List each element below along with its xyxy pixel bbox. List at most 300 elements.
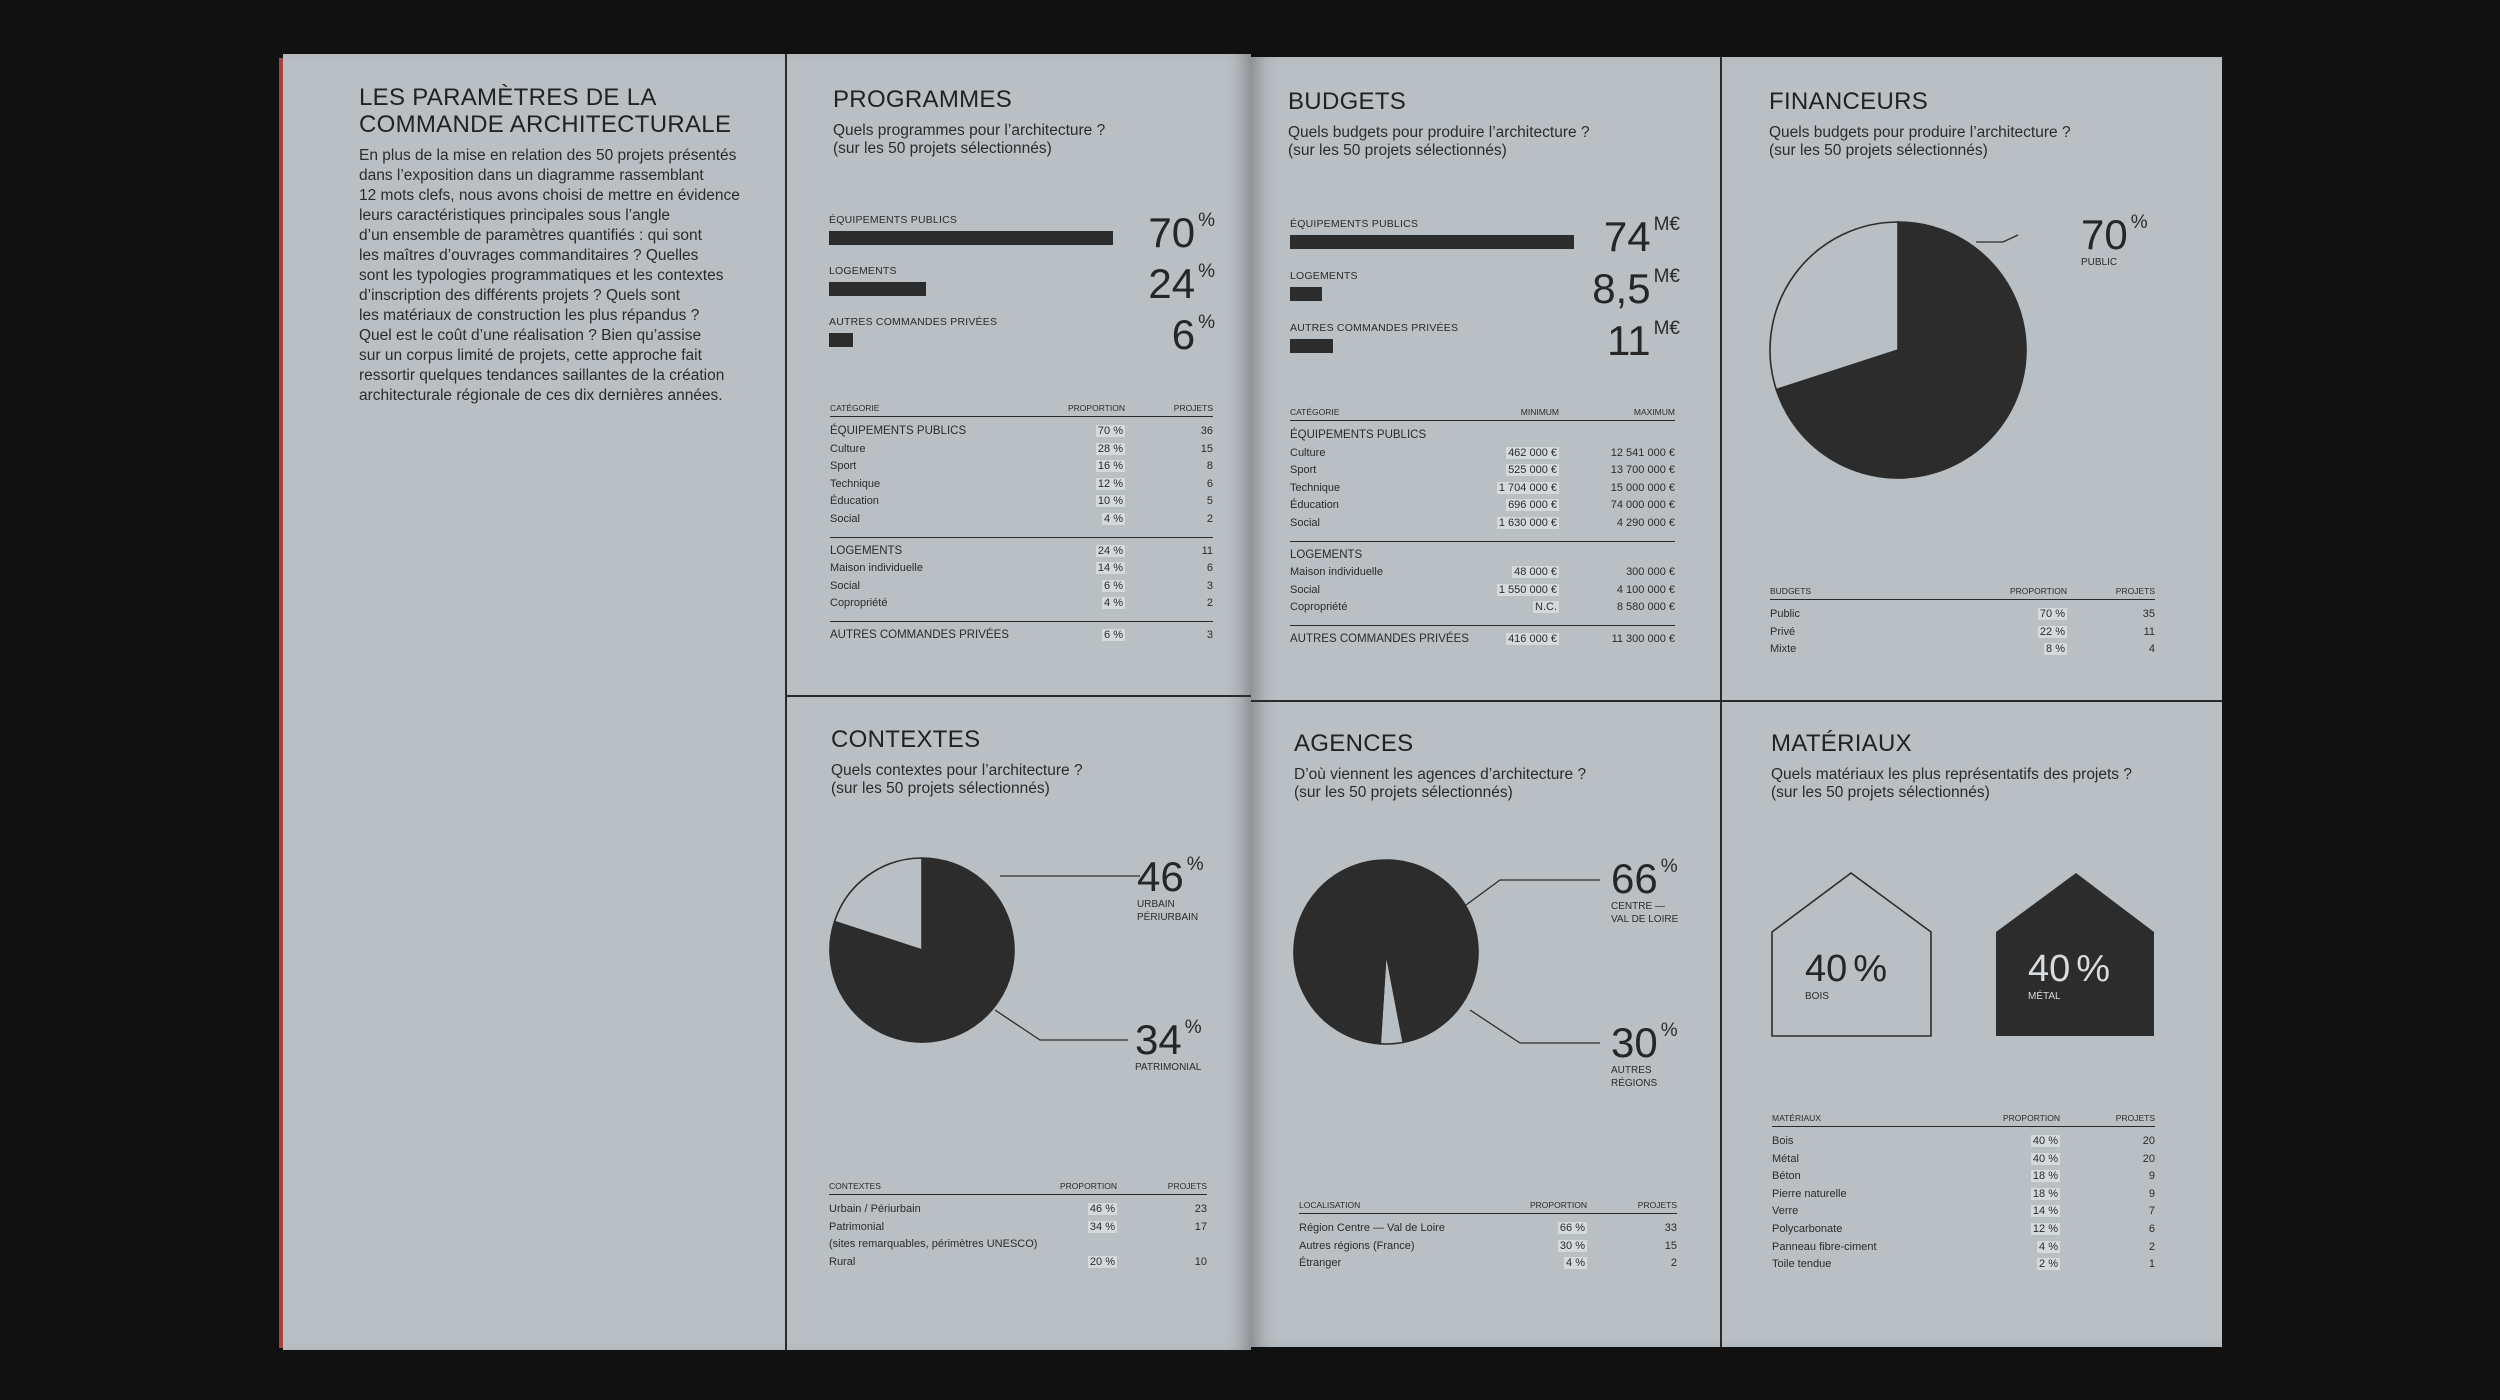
programmes-cell-text: 28 % [1097, 442, 1123, 455]
budgets-cell-label: Sport [1290, 464, 1317, 477]
financeurs-header-cell: PROPORTION [2010, 586, 2067, 596]
financeurs-cell-label: Public [1770, 608, 1800, 620]
programmes-bar-number: 6 [1171, 311, 1196, 358]
budgets-cell-count: 8 580 000 € [1616, 601, 1675, 614]
materiaux-cell-label: Pierre naturelle [1772, 1187, 1847, 1200]
budgets-header-cell: CATÉGORIE [1290, 407, 1340, 417]
materiaux-house-1-label [1805, 948, 1887, 1003]
materiaux-table-row [1772, 1203, 2155, 1221]
materiaux-cell-value [2037, 1256, 2060, 1274]
agences-callout-2-label: AUTRES [1611, 1065, 1652, 1076]
contextes-cell-label: (sites remarquables, périmètres UNESCO) [829, 1238, 1038, 1251]
materiaux-table-row [1772, 1151, 2155, 1169]
intro-paragraph-line: Quel est le coût d’une réalisation ? Bien qu’assise [359, 327, 702, 344]
budgets-cell-text: 696 000 € [1508, 499, 1557, 512]
programmes-table-row [830, 595, 1213, 613]
house-1-value: 40 [1805, 948, 1848, 990]
divider-right-horizontal [1251, 700, 2222, 702]
budgets-cell-count: 15 000 000 € [1610, 481, 1675, 494]
materiaux-cell-label: Toile tendue [1772, 1258, 1832, 1271]
question-line: (sur les 50 projets sélectionnés) [833, 140, 1052, 157]
contextes-cell-label: Patrimonial [829, 1220, 885, 1233]
agences-callout-1-label: CENTRE — [1611, 901, 1665, 912]
financeurs-cell-text: 70 % [2039, 608, 2065, 620]
intro-title-line: COMMANDE ARCHITECTURALE [359, 111, 732, 138]
budgets-cell-value [1506, 462, 1559, 480]
contextes-cell-text: 20 % [1089, 1255, 1115, 1268]
agences-callout-2-unit: % [1660, 1020, 1678, 1041]
agences-pie-chart [1280, 840, 1630, 1090]
house-2-material: MÉTAL [2028, 991, 2061, 1002]
contextes-cell-text: 34 % [1089, 1220, 1115, 1233]
budgets-question [1288, 124, 1590, 160]
contextes-question [831, 762, 1083, 798]
budgets-cell-text: 1 630 000 € [1498, 516, 1557, 529]
budgets-cell-value [1512, 564, 1559, 582]
contextes-cell-count: 23 [1194, 1203, 1207, 1215]
programmes-cell-text: 10 % [1097, 495, 1123, 508]
financeurs-header-cell: BUDGETS [1770, 586, 1812, 596]
materiaux-cell-count: 20 [2142, 1152, 2155, 1165]
programmes-bar-value [1148, 260, 1215, 307]
agences-callout-1-value: 66 [1611, 855, 1658, 902]
agences-table [1299, 1197, 1677, 1273]
budgets-cell-label: Social [1290, 583, 1320, 596]
programmes-cell-label: Social [830, 579, 860, 592]
budgets-table-row [1290, 582, 1675, 600]
budgets-cell-value [1506, 631, 1559, 649]
materiaux-table-row [1772, 1168, 2155, 1186]
materiaux-cell-count: 9 [2148, 1170, 2155, 1183]
question-line: (sur les 50 projets sélectionnés) [1288, 142, 1507, 159]
financeurs-table-row [1770, 641, 2155, 659]
materiaux-cell-text: 40 % [2032, 1152, 2058, 1165]
financeurs-cell-text: 22 % [2039, 625, 2065, 638]
intro-paragraph-line: d’un ensemble de paramètres quantifiés : qui sont [359, 227, 702, 244]
budgets-cell-label: Social [1290, 516, 1320, 529]
materiaux-cell-count: 9 [2148, 1187, 2155, 1200]
contextes-table [829, 1178, 1207, 1271]
budgets-table-row [1290, 625, 1675, 649]
programmes-header-cell: PROJETS [1173, 403, 1213, 413]
budgets-cell-count: 13 700 000 € [1610, 464, 1675, 477]
materiaux-cell-count: 2 [2148, 1240, 2155, 1253]
programmes-cell-label: Maison individuelle [830, 562, 923, 575]
house-1-material: BOIS [1805, 991, 1829, 1002]
financeurs-cell-label: Mixte [1770, 643, 1797, 656]
programmes-bar-unit: % [1198, 261, 1215, 282]
agences-header-cell: LOCALISATION [1299, 1200, 1361, 1210]
financeurs-cell-count: 4 [2148, 643, 2155, 656]
budgets-table [1290, 404, 1675, 649]
agences-cell-value [1558, 1220, 1587, 1238]
programmes-table-header [830, 400, 1213, 417]
programmes-bar-label: LOGEMENTS [829, 265, 897, 277]
budgets-cell-label: Copropriété [1290, 601, 1348, 614]
materiaux-table-row [1772, 1256, 2155, 1274]
budgets-cell-value [1497, 515, 1559, 533]
financeurs-cell-label: Privé [1770, 625, 1796, 638]
financeurs-callout [2081, 211, 2148, 269]
programmes-bar [829, 231, 1113, 245]
programmes-cell-value [1096, 493, 1125, 511]
budgets-cell-count: 4 290 000 € [1616, 516, 1675, 529]
materiaux-table-row [1772, 1133, 2155, 1151]
programmes-question [833, 122, 1105, 158]
programmes-table-row [830, 621, 1213, 645]
programmes-table-row [830, 578, 1213, 596]
budgets-cell-label: Maison individuelle [1290, 566, 1383, 579]
budgets-bar [1290, 339, 1333, 353]
materiaux-cell-value [2037, 1239, 2060, 1257]
programmes-cell-value [1096, 441, 1125, 459]
budgets-cell-value [1506, 497, 1559, 515]
budgets-table-row [1290, 445, 1675, 463]
programmes-cell-text: 6 % [1104, 579, 1123, 592]
programmes-cell-count: 11 [1201, 544, 1213, 557]
budgets-bar-number: 11 [1606, 317, 1651, 364]
contextes-cell-label: Urbain / Périurbain [829, 1203, 921, 1215]
intro-paragraph-line: ressortir quelques tendances saillantes de la création [359, 367, 725, 384]
materiaux-cell-text: 18 % [2032, 1170, 2058, 1183]
materiaux-cell-text: 4 % [2039, 1240, 2058, 1253]
budgets-bar-value [1592, 265, 1680, 312]
materiaux-table-row [1772, 1186, 2155, 1204]
materiaux-cell-count: 6 [2148, 1222, 2155, 1235]
question-line: (sur les 50 projets sélectionnés) [1771, 784, 1990, 801]
intro-title [359, 84, 731, 138]
question-line: D’où viennent les agences d’architecture ? [1294, 766, 1587, 783]
materiaux-table [1772, 1110, 2155, 1274]
contextes-callout-2-value: 34 [1135, 1016, 1182, 1063]
financeurs-table-header [1770, 583, 2155, 600]
agences-table-row [1299, 1238, 1677, 1256]
programmes-cell-count: 6 [1206, 477, 1213, 490]
programmes-cell-label: ÉQUIPEMENTS PUBLICS [830, 425, 967, 437]
agences-cell-text: 30 % [1559, 1239, 1585, 1252]
programmes-cell-label: Sport [830, 460, 857, 473]
contextes-header-cell: PROPORTION [1060, 1181, 1117, 1191]
programmes-table-row [830, 537, 1213, 561]
agences-cell-count: 15 [1664, 1239, 1677, 1252]
budgets-cell-text: 48 000 € [1514, 566, 1557, 579]
budgets-bar [1290, 235, 1574, 249]
question-line: (sur les 50 projets sélectionnés) [831, 780, 1050, 797]
programmes-table-row [830, 441, 1213, 459]
programmes-cell-count: 2 [1206, 512, 1213, 525]
contextes-table-row [829, 1219, 1207, 1237]
budgets-table-row [1290, 564, 1675, 582]
budgets-cell-text: N.C. [1535, 601, 1557, 614]
financeurs-cell-value [2044, 641, 2067, 659]
budgets-cell-count: 4 100 000 € [1616, 583, 1675, 596]
materiaux-cell-count: 7 [2148, 1205, 2155, 1218]
budgets-bar-label: AUTRES COMMANDES PRIVÉES [1290, 322, 1459, 334]
contextes-pie-chart [800, 830, 1140, 1080]
contextes-table-header [829, 1178, 1207, 1195]
intro-title-line: LES PARAMÈTRES DE LA [359, 84, 657, 111]
contextes-cell-count: 10 [1194, 1255, 1207, 1268]
question-line: Quels budgets pour produire l’architecture ? [1769, 124, 2071, 141]
materiaux-cell-label: Bois [1772, 1135, 1794, 1147]
materiaux-question [1771, 766, 2132, 802]
contextes-callout-1-unit: % [1186, 854, 1204, 875]
budgets-table-row [1290, 480, 1675, 498]
programmes-bar-number: 24 [1148, 260, 1196, 307]
budgets-bar-label: ÉQUIPEMENTS PUBLICS [1290, 218, 1419, 230]
programmes-cell-text: 70 % [1097, 425, 1123, 437]
programmes-cell-text: 4 % [1104, 512, 1123, 525]
intro-paragraph-line: En plus de la mise en relation des 50 projets présentés [359, 147, 737, 164]
materiaux-cell-text: 12 % [2032, 1222, 2058, 1235]
house-1-unit: % [1853, 948, 1888, 990]
agences-callout-1-label: VAL DE LOIRE [1611, 914, 1679, 925]
financeurs-cell-count: 35 [2142, 608, 2155, 620]
question-line: (sur les 50 projets sélectionnés) [1294, 784, 1513, 801]
financeurs-callout-label: PUBLIC [2081, 257, 2118, 268]
divider-right-vertical [1720, 57, 1722, 1347]
intro-paragraph-line: architecturale régionale de ces dix dernières années. [359, 387, 723, 404]
materiaux-cell-count: 20 [2142, 1135, 2155, 1147]
programmes-cell-count: 6 [1206, 562, 1213, 575]
budgets-bar-unit: M€ [1653, 214, 1680, 235]
agences-question [1294, 766, 1586, 802]
programmes-header-cell: PROPORTION [1068, 403, 1125, 413]
contextes-cell-text: 46 % [1089, 1203, 1115, 1215]
programmes-cell-value [1096, 476, 1125, 494]
programmes-table-row [830, 493, 1213, 511]
programmes-bar [829, 333, 853, 347]
budgets-cell-count: 74 000 000 € [1610, 499, 1675, 512]
agences-header-cell: PROJETS [1637, 1200, 1677, 1210]
budgets-cell-text: 416 000 € [1508, 632, 1557, 645]
programmes-table-row [830, 423, 1213, 441]
intro-paragraph [359, 146, 759, 406]
agences-title: AGENCES [1294, 730, 1414, 757]
house-2-value: 40 [2028, 948, 2071, 990]
materiaux-table-row [1772, 1239, 2155, 1257]
contextes-callout-1-label: URBAIN [1137, 899, 1175, 910]
materiaux-cell-label: Béton [1772, 1170, 1801, 1183]
contextes-table-row [829, 1236, 1207, 1254]
programmes-cell-value [1102, 578, 1125, 596]
agences-callout-2-value: 30 [1611, 1019, 1658, 1066]
materiaux-cell-label: Panneau fibre-ciment [1772, 1240, 1877, 1253]
contextes-cell-value [1088, 1201, 1117, 1219]
programmes-cell-label: AUTRES COMMANDES PRIVÉES [830, 628, 1009, 641]
agences-cell-label: Région Centre — Val de Loire [1299, 1222, 1445, 1234]
programmes-cell-text: 16 % [1097, 460, 1123, 473]
contextes-cell-value [1088, 1219, 1117, 1237]
programmes-cell-value [1102, 627, 1125, 645]
intro-paragraph-line: dans l’exposition dans un diagramme rassemblant [359, 167, 704, 184]
materiaux-cell-value [2031, 1168, 2060, 1186]
programmes-bar-label: ÉQUIPEMENTS PUBLICS [829, 214, 958, 226]
budgets-bar-unit: M€ [1653, 266, 1680, 287]
divider-left-horizontal [785, 695, 1251, 697]
agences-cell-text: 4 % [1566, 1257, 1585, 1270]
divider-left-vertical [785, 54, 787, 1350]
intro-paragraph-line: sont les typologies programmatiques et les contextes [359, 267, 724, 284]
budgets-cell-label: Éducation [1290, 499, 1339, 512]
question-line: (sur les 50 projets sélectionnés) [1769, 142, 1988, 159]
materiaux-cell-text: 40 % [2032, 1135, 2058, 1147]
materiaux-cell-label: Verre [1772, 1205, 1799, 1218]
programmes-cell-value [1102, 595, 1125, 613]
programmes-cell-label: Culture [830, 442, 866, 455]
budgets-header-cell: MAXIMUM [1633, 407, 1675, 417]
budgets-bar [1290, 287, 1322, 301]
contextes-cell-label: Rural [829, 1255, 856, 1268]
materiaux-header-cell: PROPORTION [2003, 1113, 2060, 1123]
agences-callout-1-unit: % [1660, 856, 1678, 877]
materiaux-cell-label: Métal [1772, 1152, 1799, 1165]
agences-table-row [1299, 1255, 1677, 1273]
materiaux-title: MATÉRIAUX [1771, 730, 1912, 757]
question-line: Quels matériaux les plus représentatifs des projets ? [1771, 766, 2132, 783]
budgets-cell-label: LOGEMENTS [1290, 548, 1363, 561]
materiaux-header-cell: MATÉRIAUX [1772, 1113, 1821, 1123]
budgets-table-row [1290, 462, 1675, 480]
programmes-table-row [830, 511, 1213, 529]
budgets-table-header [1290, 404, 1675, 421]
intro-paragraph-line: 12 mots clefs, nous avons choisi de mettre en évidence [359, 187, 740, 204]
contextes-table-row [829, 1201, 1207, 1219]
programmes-cell-label: LOGEMENTS [830, 544, 903, 557]
budgets-cell-text: 462 000 € [1508, 446, 1557, 459]
budgets-title: BUDGETS [1288, 88, 1407, 115]
budgets-cell-label: Technique [1290, 481, 1341, 494]
materiaux-cell-text: 18 % [2032, 1187, 2058, 1200]
agences-cell-label: Étranger [1299, 1257, 1342, 1270]
materiaux-cell-label: Polycarbonate [1772, 1222, 1843, 1235]
programmes-cell-label: Éducation [830, 495, 879, 508]
agences-cell-count: 2 [1670, 1257, 1677, 1270]
materiaux-cell-text: 2 % [2039, 1258, 2058, 1271]
house-2-unit: % [2076, 948, 2111, 990]
contextes-callout-1 [1137, 853, 1204, 924]
programmes-cell-count: 3 [1206, 579, 1213, 592]
programmes-header-cell: CATÉGORIE [830, 403, 880, 413]
budgets-bar-number: 74 [1603, 213, 1651, 260]
agences-leader-line-2 [1470, 1010, 1600, 1043]
contextes-callout-2-unit: % [1184, 1017, 1202, 1038]
contextes-table-row [829, 1254, 1207, 1272]
contextes-callout-2 [1135, 1016, 1202, 1074]
financeurs-table-row [1770, 624, 2155, 642]
agences-cell-text: 66 % [1559, 1222, 1585, 1234]
programmes-bar-value [1148, 209, 1215, 256]
programmes-cell-count: 5 [1206, 495, 1213, 508]
financeurs-cell-text: 8 % [2046, 643, 2065, 656]
budgets-cell-value [1497, 480, 1559, 498]
budgets-cell-value [1533, 599, 1559, 617]
programmes-cell-label: Technique [830, 477, 881, 490]
question-line: Quels budgets pour produire l’architecture ? [1288, 124, 1590, 141]
programmes-bar-value [1171, 311, 1215, 358]
budgets-bar-value [1603, 213, 1680, 260]
budgets-cell-count: 300 000 € [1626, 566, 1675, 579]
question-line: Quels programmes pour l’architecture ? [833, 122, 1106, 139]
budgets-table-row [1290, 599, 1675, 617]
materiaux-header-cell: PROJETS [2115, 1113, 2155, 1123]
agences-callout-1 [1611, 855, 1679, 926]
budgets-table-row [1290, 541, 1675, 565]
budgets-table-row [1290, 515, 1675, 533]
contextes-cell-count: 17 [1194, 1220, 1207, 1233]
programmes-cell-text: 14 % [1097, 562, 1123, 575]
financeurs-leader-line [1976, 235, 2018, 242]
programmes-cell-text: 6 % [1104, 628, 1123, 641]
contextes-leader-line-2 [995, 1010, 1128, 1040]
financeurs-header-cell: PROJETS [2115, 586, 2155, 596]
budgets-table-row [1290, 497, 1675, 515]
agences-cell-count: 33 [1664, 1222, 1677, 1234]
contextes-header-cell: PROJETS [1167, 1181, 1207, 1191]
question-line: Quels contextes pour l’architecture ? [831, 762, 1083, 779]
financeurs-question [1769, 124, 2071, 160]
financeurs-cell-value [2038, 606, 2067, 624]
materiaux-cell-count: 1 [2148, 1258, 2155, 1271]
budgets-table-row [1290, 427, 1675, 445]
contextes-cell-value [1088, 1254, 1117, 1272]
budgets-cell-value [1506, 445, 1559, 463]
intro-paragraph-line: sur un corpus limité de projets, cette approche fait [359, 347, 702, 364]
programmes-cell-count: 15 [1200, 442, 1213, 455]
programmes-table [830, 400, 1213, 645]
materiaux-cell-value [2031, 1221, 2060, 1239]
contextes-header-cell: CONTEXTES [829, 1181, 881, 1191]
materiaux-table-header [1772, 1110, 2155, 1127]
programmes-table-row [830, 458, 1213, 476]
programmes-bar-unit: % [1198, 312, 1215, 333]
budgets-bar-value [1606, 317, 1680, 364]
programmes-cell-text: 4 % [1104, 597, 1123, 610]
agences-cell-value [1564, 1255, 1587, 1273]
contextes-callout-1-label: PÉRIURBAIN [1137, 912, 1199, 923]
financeurs-callout-value: 70 [2081, 211, 2128, 258]
programmes-cell-count: 2 [1206, 597, 1213, 610]
programmes-title: PROGRAMMES [833, 86, 1013, 113]
intro-paragraph-line: leurs caractéristiques principales sous l’angle [359, 207, 671, 224]
materiaux-table-row [1772, 1221, 2155, 1239]
financeurs-title: FINANCEURS [1769, 88, 1929, 115]
programmes-cell-value [1096, 560, 1125, 578]
contextes-title: CONTEXTES [831, 726, 981, 753]
programmes-table-row [830, 560, 1213, 578]
programmes-cell-label: Copropriété [830, 597, 888, 610]
contextes-callout-1-value: 46 [1137, 853, 1184, 900]
budgets-bar-number: 8,5 [1592, 265, 1651, 312]
programmes-cell-value [1102, 511, 1125, 529]
materiaux-cell-value [2031, 1151, 2060, 1169]
programmes-bar [829, 282, 926, 296]
budgets-bar-label: LOGEMENTS [1290, 270, 1358, 282]
programmes-cell-text: 12 % [1097, 477, 1123, 490]
programmes-cell-count: 8 [1206, 460, 1213, 473]
agences-table-header [1299, 1197, 1677, 1214]
agences-leader-line-1 [1466, 880, 1600, 905]
programmes-bar-unit: % [1198, 210, 1215, 231]
intro-paragraph-line: d’inscription des différents projets ? Quels sont [359, 287, 681, 304]
agences-callout-2-label: RÉGIONS [1611, 1078, 1658, 1089]
budgets-cell-label: ÉQUIPEMENTS PUBLICS [1290, 429, 1427, 441]
programmes-cell-count: 3 [1206, 628, 1213, 641]
programmes-cell-value [1096, 423, 1125, 441]
programmes-cell-value [1096, 458, 1125, 476]
budgets-cell-label: Culture [1290, 446, 1326, 459]
materiaux-cell-text: 14 % [2032, 1205, 2058, 1218]
